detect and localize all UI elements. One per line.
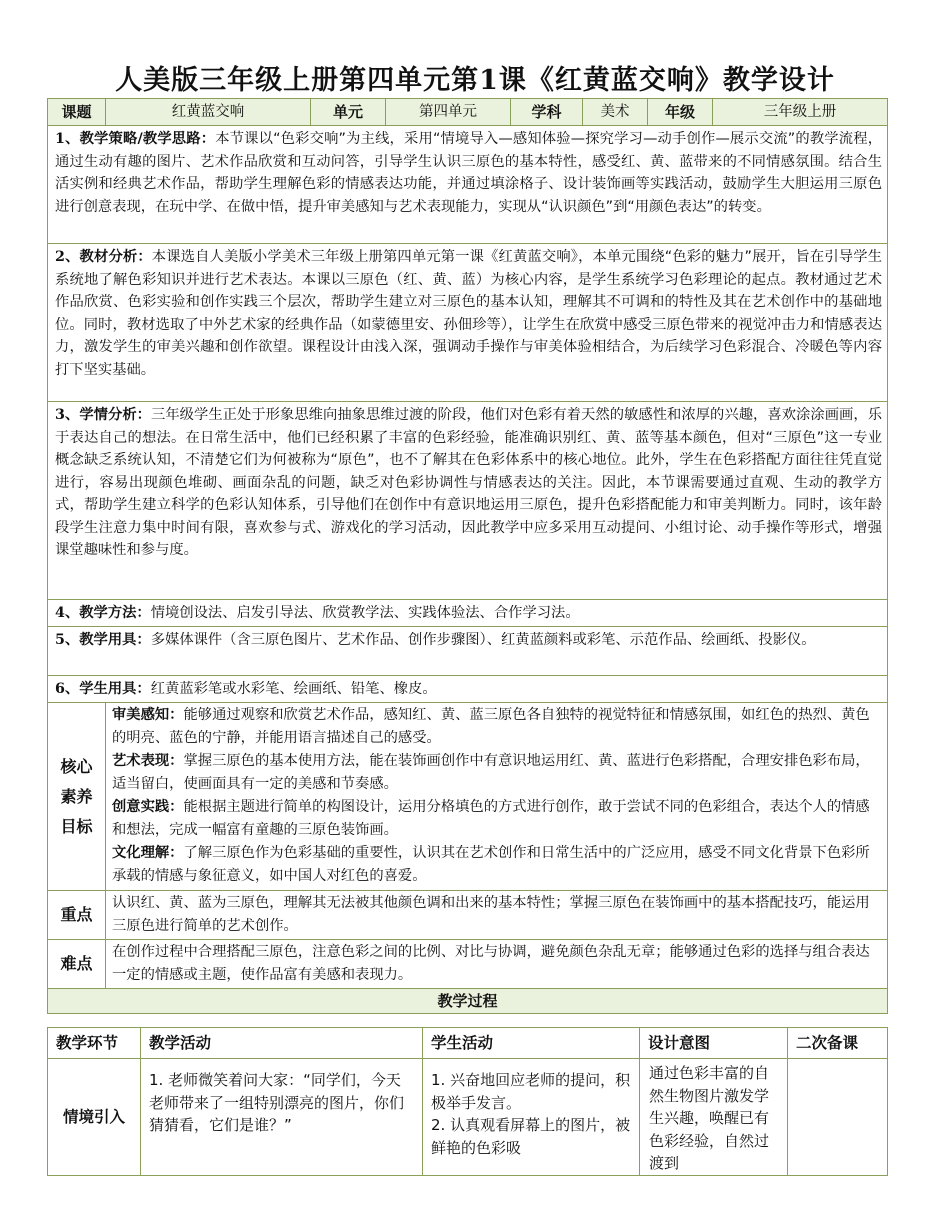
lesson-plan-table [47, 98, 888, 1014]
col-student-activity: 学生活动 [423, 1028, 640, 1059]
subject-value: 美术 [583, 99, 648, 126]
goal-creative: 创意实践：能根据主题进行简单的构图设计，运用分格填色的方式进行创作，敢于尝试不同的色彩组合，表达个人的情感和想法，完成一幅富有童趣的三原色装饰画。 [112, 799, 870, 838]
section-material-analysis [48, 244, 888, 402]
section-head: 2、教材分析： [55, 249, 152, 265]
section-head: 3、学情分析： [55, 407, 151, 423]
col-stage: 教学环节 [48, 1028, 141, 1059]
section-teaching-methods [48, 600, 888, 627]
process-header-row [48, 1028, 888, 1059]
key-point-row [48, 891, 888, 940]
section-head: 4、教学方法： [55, 605, 151, 621]
process-title: 教学过程 [48, 989, 888, 1014]
core-goals-label: 核心 素养 目标 [48, 703, 106, 891]
section-text: 红黄蓝彩笔或水彩笔、绘画纸、铅笔、橡皮。 [150, 681, 437, 697]
grade-label: 年级 [648, 99, 713, 126]
col-design-intent: 设计意图 [640, 1028, 788, 1059]
process-title-row [48, 989, 888, 1014]
core-goals-row [48, 703, 888, 891]
meta-row [48, 99, 888, 126]
goal-expression: 艺术表现：掌握三原色的基本使用方法，能在装饰画创作中有意识地运用红、黄、蓝进行色彩搭配，合理安排色彩布局，适当留白，使画面具有一定的美感和节奏感。 [112, 753, 870, 792]
core-goals-list [106, 703, 888, 891]
key-point-label: 重点 [48, 891, 106, 940]
topic-label: 课题 [48, 99, 106, 126]
section-head: 6、学生用具： [55, 681, 151, 697]
unit-label: 单元 [311, 99, 386, 126]
process-stage: 情境引入 [48, 1059, 141, 1176]
section-student-analysis [48, 402, 888, 600]
difficulty-row [48, 940, 888, 989]
section-head: 1、教学策略/教学思路： [55, 131, 216, 147]
grade-value: 三年级上册 [713, 99, 888, 126]
subject-label: 学科 [511, 99, 583, 126]
section-teaching-tools [48, 627, 888, 676]
section-text: 本节课以“色彩交响”为主线，采用“情境导入—感知体验—探究学习—动手创作—展示交流”的教学流程，通过生动有趣的图片、艺术作品欣赏和互动问答，引导学生认识三原色的基本特性，感受红、黄、蓝带来的不同情感氛围。结合生活实例和经典艺术作品，帮助学生理解色彩的情感表达功能，并通过填涂格子、设计装饰画等实践活动，鼓励学生大胆运用三原色进行创意表现，在玩中学、在做中悟，提升审美感知与艺术表现能力，实现从“认识颜色”到“用颜色表达”的转变。 [55, 131, 883, 215]
topic-value: 红黄蓝交响 [106, 99, 311, 126]
teacher-activity: 1. 老师微笑着问大家：“同学们，今天老师带来了一组特别漂亮的图片，你们猜猜看，它们是谁？” [141, 1059, 423, 1176]
difficulty-label: 难点 [48, 940, 106, 989]
section-strategy [48, 126, 888, 244]
section-text: 多媒体课件（含三原色图片、艺术作品、创作步骤图）、红黄蓝颜料或彩笔、示范作品、绘画纸、投影仪。 [150, 632, 816, 648]
page-title: 人美版三年级上册第四单元第1课《红黄蓝交响》教学设计 [115, 65, 835, 96]
col-teacher-activity: 教学活动 [141, 1028, 423, 1059]
difficulty-text: 在创作过程中合理搭配三原色，注意色彩之间的比例、对比与协调，避免颜色杂乱无章；能够通过色彩的选择与组合表达一定的情感或主题，使作品富有美感和表现力。 [106, 940, 888, 989]
section-text: 三年级学生正处于形象思维向抽象思维过渡的阶段，他们对色彩有着天然的敏感性和浓厚的兴趣，喜欢涂涂画画，乐于表达自己的想法。在日常生活中，他们已经积累了丰富的色彩经验，能准确识别红、黄、蓝等基本颜色，但对“三原色”这一专业概念缺乏系统认知，不清楚它们为何被称为“原色”，也不了解其在色彩体系中的核心地位。此外，学生在色彩搭配方面往往凭直觉进行，容易出现颜色堆砌、画面杂乱的问题，缺乏对色彩协调性与情感表达的关注。因此，本节课需要通过直观、生动的教学方式，帮助学生建立科学的色彩认知体系，引导他们在创作中有意识地运用三原色，提升色彩搭配能力和审美判断力。同时，该年龄段学生注意力集中时间有限，喜欢参与式、游戏化的学习活动，因此教学中应多采用互动提问、小组讨论、动手操作等形式，增强课堂趣味性和参与度。 [55, 407, 882, 558]
goal-aesthetic: 审美感知：能够通过观察和欣赏艺术作品，感知红、黄、蓝三原色各自独特的视觉特征和情感氛围，如红色的热烈、黄色的明亮、蓝色的宁静，并能用语言描述自己的感受。 [112, 707, 870, 746]
section-head: 5、教学用具： [55, 632, 151, 648]
section-text: 情境创设法、启发引导法、欣赏教学法、实践体验法、合作学习法。 [150, 605, 580, 621]
section-student-tools [48, 676, 888, 703]
goal-culture: 文化理解：了解三原色作为色彩基础的重要性，认识其在艺术创作和日常生活中的广泛应用，感受不同文化背景下色彩所承载的情感与象征意义，如中国人对红色的喜爱。 [112, 845, 870, 884]
col-second-prep: 二次备课 [788, 1028, 888, 1059]
process-row [48, 1059, 888, 1176]
student-activity: 1. 兴奋地回应老师的提问，积极举手发言。 2. 认真观看屏幕上的图片，被鲜艳的色彩吸 [423, 1059, 640, 1176]
process-table [47, 1027, 888, 1176]
key-point-text: 认识红、黄、蓝为三原色，理解其无法被其他颜色调和出来的基本特性；掌握三原色在装饰画中的基本搭配技巧，能运用三原色进行简单的艺术创作。 [106, 891, 888, 940]
section-text: 本课选自人美版小学美术三年级上册第四单元第一课《红黄蓝交响》，本单元围绕“色彩的魅力”展开，旨在引导学生系统地了解色彩知识并进行艺术表达。本课以三原色（红、黄、蓝）为核心内容，是学生系统学习色彩理论的起点。教材通过艺术作品欣赏、色彩实验和创作实践三个层次，帮助学生建立对三原色的基本认知，理解其不可调和的特性及其在艺术创作中的基础地位。同时，教材选取了中外艺术家的经典作品（如蒙德里安、孙佃珍等），让学生在欣赏中感受三原色带来的视觉冲击力和情感表达力，激发学生的审美兴趣和创作欲望。课程设计由浅入深，强调动手操作与审美体验相结合，为后续学习色彩混合、冷暖色等内容打下坚实基础。 [55, 249, 882, 378]
second-prep [788, 1059, 888, 1176]
unit-value: 第四单元 [386, 99, 511, 126]
design-intent: 通过色彩丰富的自然生物图片激发学生兴趣，唤醒已有色彩经验，自然过渡到 [640, 1059, 788, 1176]
